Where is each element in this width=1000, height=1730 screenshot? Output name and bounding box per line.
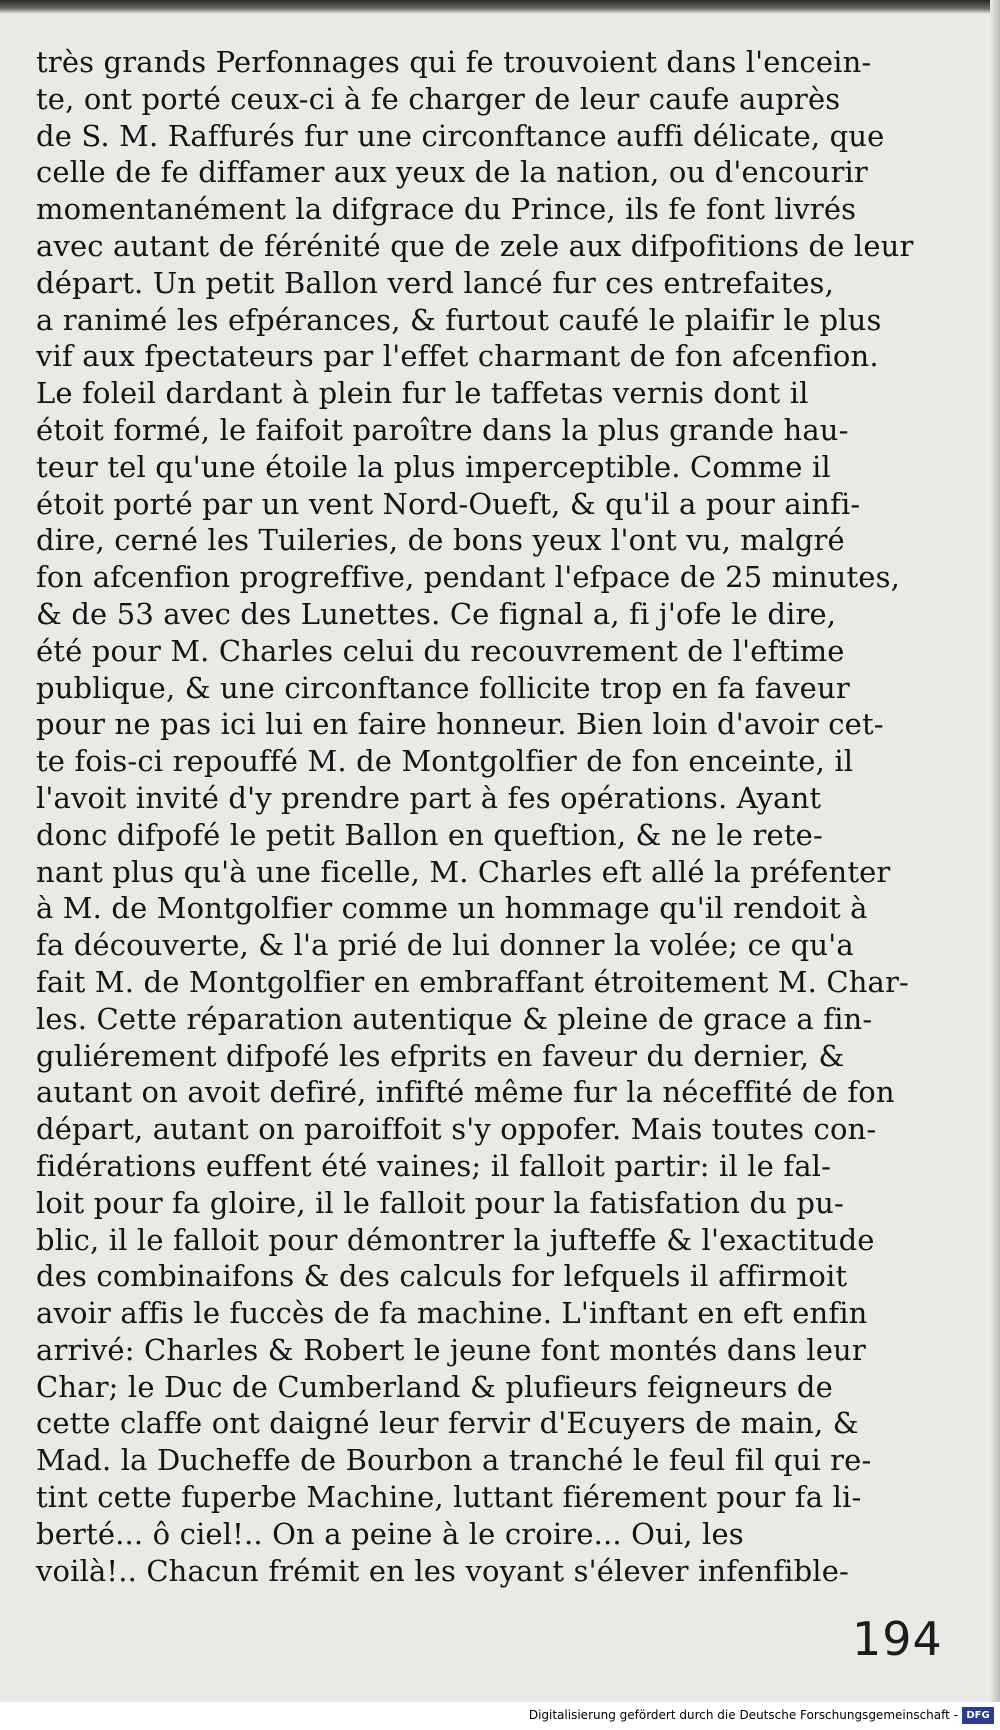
text-line: teur tel qu'une étoile la plus imperceptible. Comme il (36, 449, 831, 484)
text-line: départ, autant on paroiffoit s'y oppofer. Mais toutes con- (36, 1112, 877, 1147)
text-line: momentanément la difgrace du Prince, ils fe font livrés (36, 192, 857, 227)
body-text (36, 44, 944, 1589)
text-line: nant plus qu'à une ficelle, M. Charles eft allé la préfenter (36, 854, 891, 889)
dfg-logo-icon: DFG (962, 1707, 994, 1724)
text-line: te fois-ci repouffé M. de Montgolfier de fon enceinte, il (36, 744, 854, 779)
text-line: arrivé: Charles & Robert le jeune font montés dans leur (36, 1332, 866, 1367)
text-line: étoit formé, le faifoit paroître dans la plus grande hau- (36, 412, 849, 447)
text-line: fa découverte, & l'a prié de lui donner la volée; ce qu'a (36, 928, 854, 963)
text-line: fidérations euffent été vaines; il falloit partir: il le fal- (36, 1148, 832, 1183)
page-number: 194 (852, 1612, 943, 1666)
text-line: fait M. de Montgolfier en embraffant étroitement M. Char- (36, 964, 909, 999)
text-line: vif aux fpectateurs par l'effet charmant de fon afcenfion. (36, 339, 879, 374)
text-line: départ. Un petit Ballon verd lancé fur ces entrefaites, (36, 265, 834, 300)
text-line: les. Cette réparation autentique & pleine de grace a fin- (36, 1001, 873, 1036)
text-line: fon afcenfion progreffive, pendant l'efpace de 25 minutes, (36, 560, 900, 595)
text-line: loit pour fa gloire, il le falloit pour la fatisfation du pu- (36, 1185, 844, 1220)
text-line: celle de fe diffamer aux yeux de la nation, ou d'encourir (36, 155, 868, 190)
text-line: donc difpofé le petit Ballon en queftion, & ne le rete- (36, 817, 823, 852)
digitization-credit: Digitalisierung gefördert durch die Deutsche Forschungsgemeinschaft - (528, 1708, 958, 1722)
text-line: de S. M. Raffurés fur une circonftance auffi délicate, que (36, 118, 885, 153)
text-line: très grands Perfonnages qui fe trouvoient dans l'encein- (36, 45, 872, 79)
text-line: pour ne pas ici lui en faire honneur. Bien loin d'avoir cet- (36, 707, 884, 742)
text-line: guliérement difpofé les efprits en faveur du dernier, & (36, 1038, 845, 1073)
text-line: voilà!.. Chacun frémit en les voyant s'élever infenfible- (36, 1553, 849, 1588)
text-line: des combinaifons & des calculs for lefquels il affirmoit (36, 1259, 848, 1294)
text-line: l'avoit invité d'y prendre part à fes opérations. Ayant (36, 780, 822, 815)
text-line: Mad. la Ducheffe de Bourbon a tranché le feul fil qui re- (36, 1443, 872, 1478)
text-line: cette claffe ont daigné leur fervir d'Ecuyers de main, & (36, 1406, 859, 1441)
page-top-edge (0, 0, 1000, 14)
text-line: autant on avoit defiré, infifté même fur la néceffité de fon (36, 1075, 895, 1110)
text-line: tint cette fuperbe Machine, luttant fiérement pour fa li- (36, 1480, 862, 1515)
text-line: avec autant de férénité que de zele aux difpofitions de leur (36, 228, 914, 263)
text-line: publique, & une circonftance follicite trop en fa faveur (36, 670, 850, 705)
text-line: été pour M. Charles celui du recouvrement de l'eftime (36, 633, 845, 668)
text-line: étoit porté par un vent Nord-Oueft, & qu'il a pour ainfi- (36, 486, 861, 521)
text-line: Char; le Duc de Cumberland & plufieurs feigneurs de (36, 1369, 833, 1404)
text-line: & de 53 avec des Lunettes. Ce fignal a, fi j'ofe le dire, (36, 596, 837, 631)
text-line: à M. de Montgolfier comme un hommage qu'il rendoit à (36, 891, 868, 926)
footer-bar (0, 1702, 1000, 1730)
text-line: blic, il le falloit pour démontrer la jufteffe & l'exactitude (36, 1222, 875, 1257)
text-line: dire, cerné les Tuileries, de bons yeux l'ont vu, malgré (36, 523, 845, 558)
text-line: avoir affis le fuccès de fa machine. L'inftant en eft enfin (36, 1296, 868, 1331)
text-line: te, ont porté ceux-ci à fe charger de leur caufe auprès (36, 81, 841, 116)
text-line: a ranimé les efpérances, & furtout caufé le plaifir le plus (36, 302, 882, 337)
text-line: Le foleil dardant à plein fur le taffetas vernis dont il (36, 376, 809, 411)
text-line: berté... ô ciel!.. On a peine à le croire... Oui, les (36, 1516, 744, 1551)
page-right-edge (990, 0, 1000, 1730)
